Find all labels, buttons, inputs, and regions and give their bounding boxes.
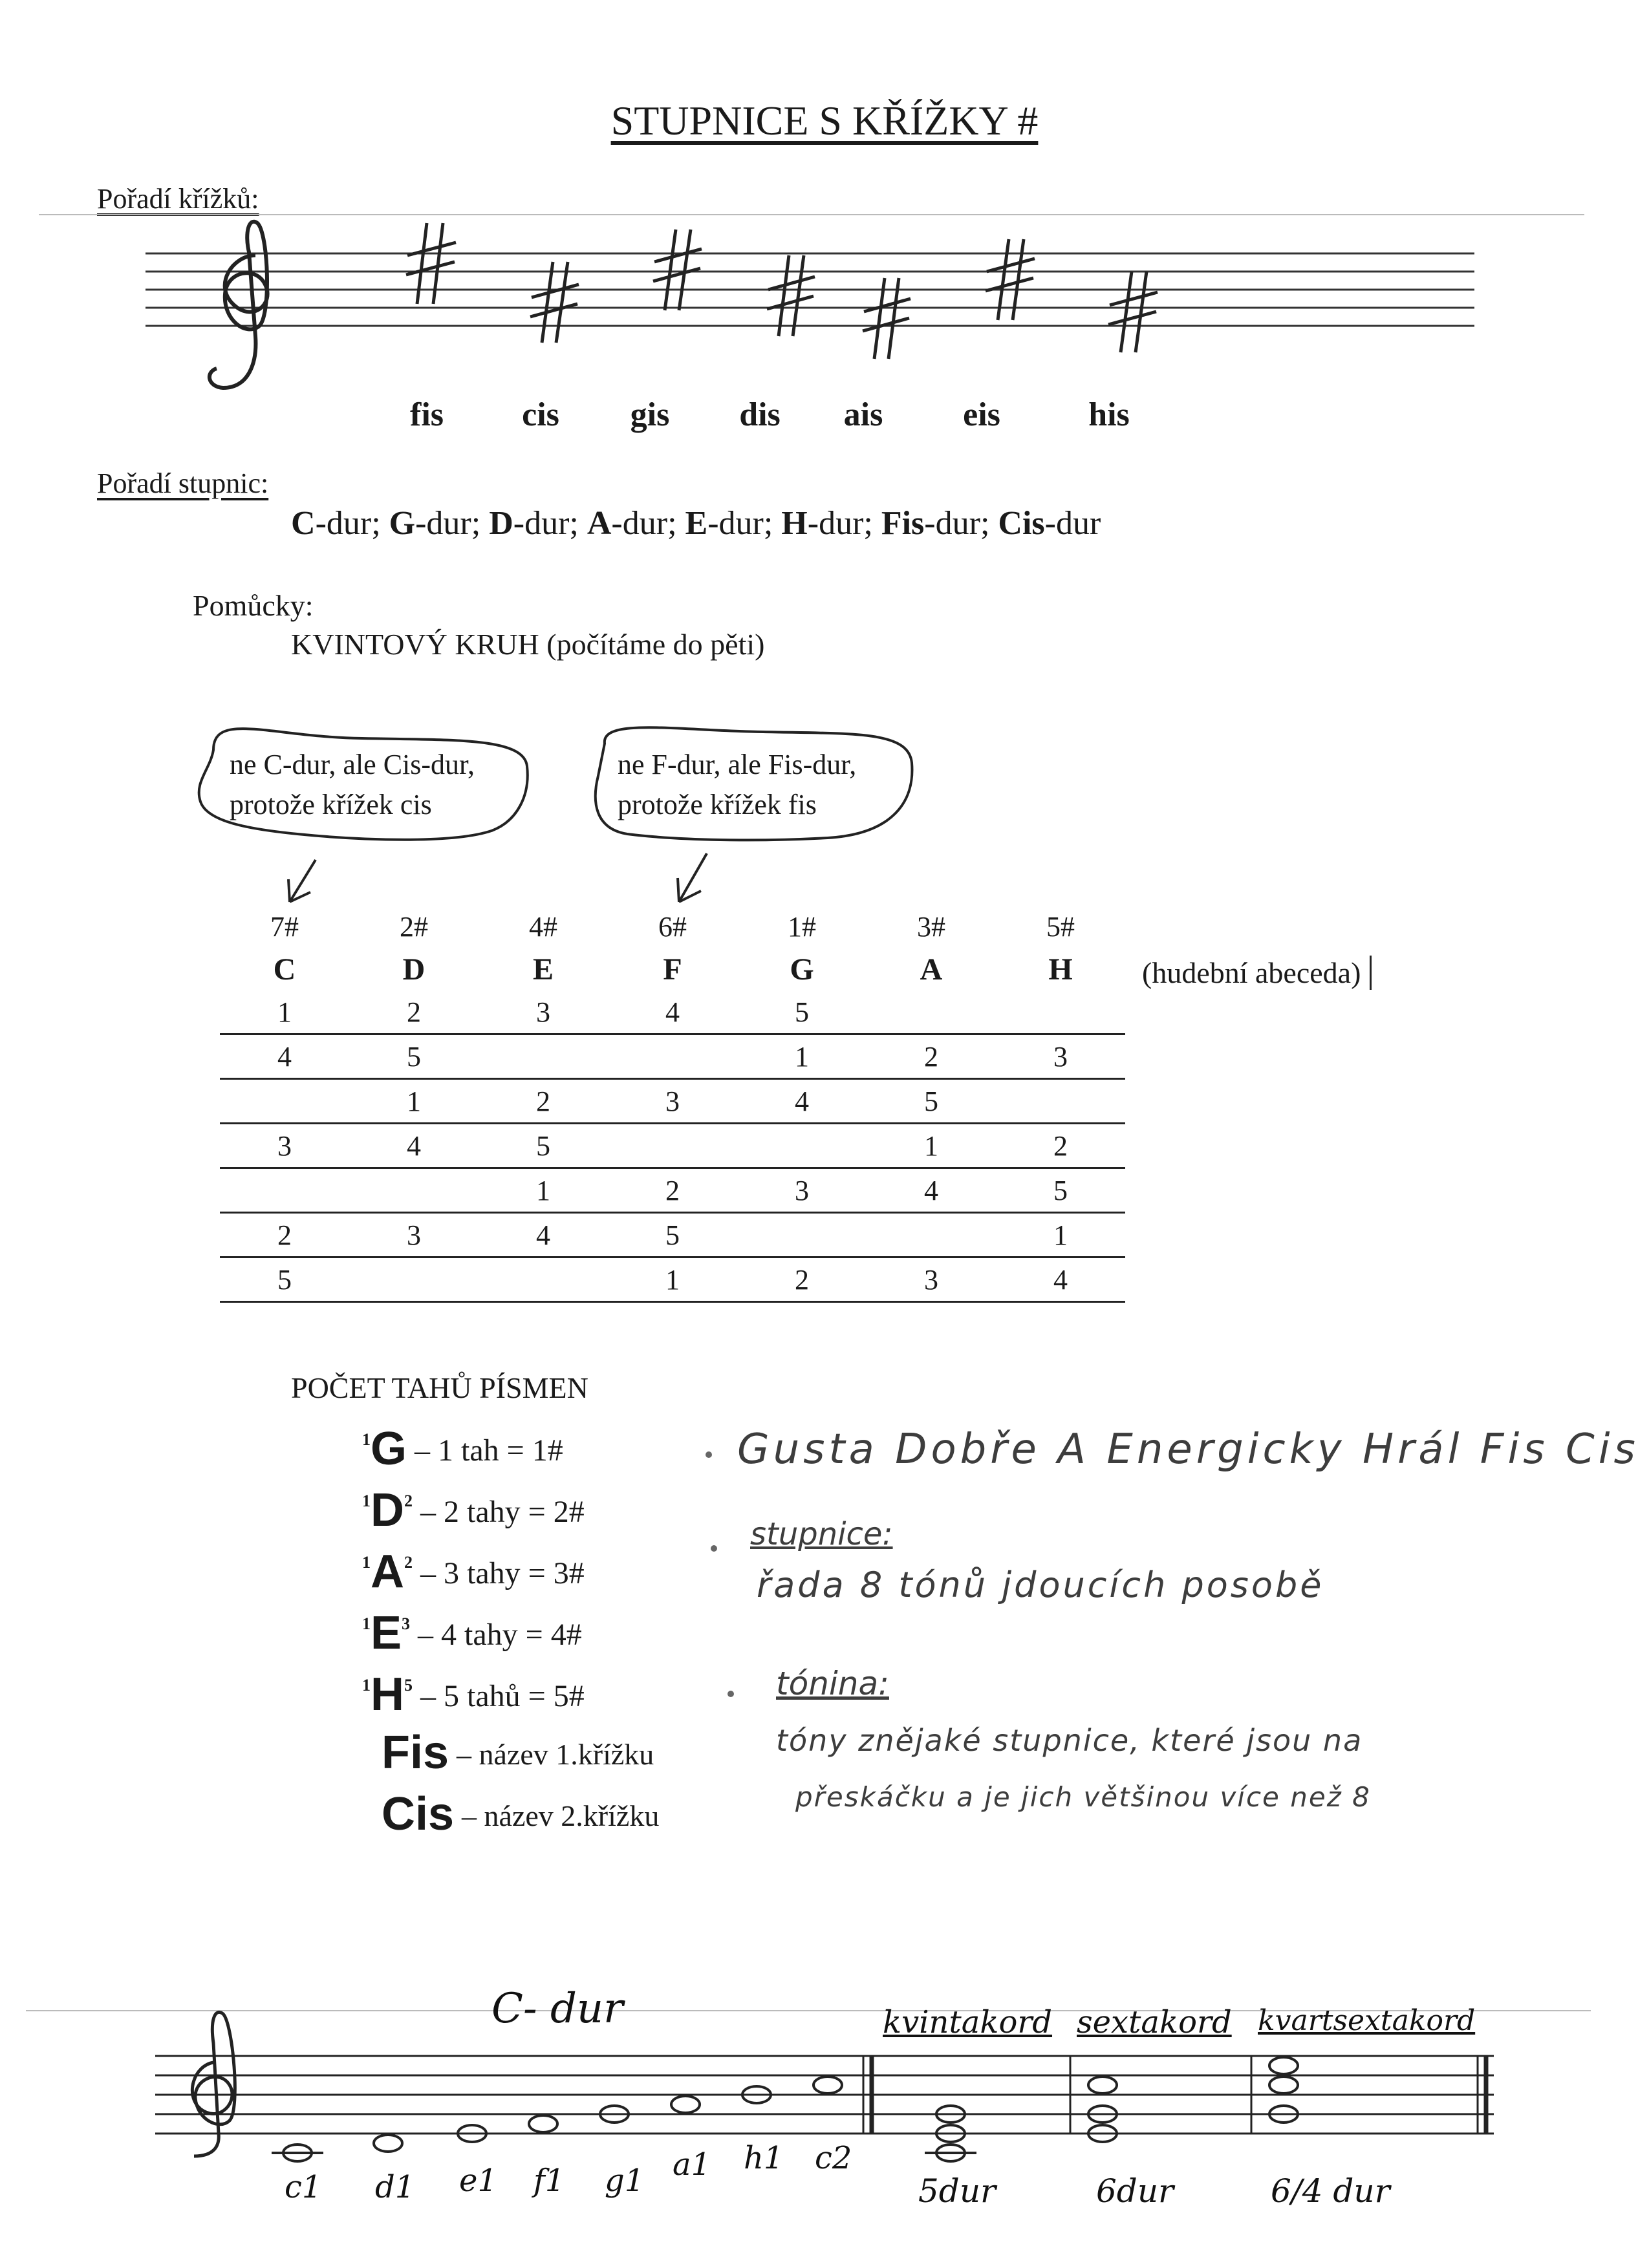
key-definition-line2: přeskáčku a je jich většinou více než 8 [795, 1781, 1371, 1813]
circle-of-fifths-note: KVINTOVÝ KRUH (počítáme do pěti) [291, 628, 765, 661]
table-row: 2 3 4 5 1 [220, 1213, 1125, 1257]
chord-name: 6dur [1096, 2172, 1174, 2210]
arrow-to-f-icon [678, 853, 707, 902]
stroke-row-e: $^1E^3 - 4$ tahy = 4# [362, 1607, 582, 1659]
table-row: 1 2 3 4 5 [220, 990, 1125, 1034]
stroke-row-d: $^1D^2 - 2$ tahy = 2# [362, 1484, 585, 1536]
arrow-to-c-icon [288, 860, 316, 902]
chord-label-kvintakord: kvintakord [883, 2004, 1053, 2040]
chord-name: 6/4 dur [1271, 2172, 1390, 2210]
scale-definition: řada 8 tónů jdoucích posobě [757, 1565, 1324, 1605]
key-term: tónina: [776, 1665, 889, 1702]
sharp-gis-icon [653, 230, 702, 310]
note-name: g1 [605, 2163, 645, 2199]
table-row: 1 2 3 4 5 [220, 1079, 1125, 1124]
chord-label-sextakord: sextakord [1077, 2004, 1232, 2040]
stroke-row-cis: Cis – název 2.křížku [382, 1788, 660, 1840]
handwritten-bullets [706, 1451, 734, 1697]
strokes-title: POČET TAHŮ PÍSMEN [291, 1371, 588, 1404]
scales-order-list [291, 504, 1101, 542]
alphabet-note: (hudební abeceda) [1142, 956, 1372, 990]
sharp-name-his: his [1088, 396, 1130, 433]
chord-sextakord [1088, 2077, 1117, 2142]
page-title-text: STUPNICE S KŘÍŽKY # [610, 98, 1039, 144]
note-name: c2 [815, 2140, 852, 2176]
note-name: c1 [285, 2169, 322, 2205]
bubble-right-text [618, 745, 856, 825]
table-row: 1 2 3 4 5 [220, 1168, 1125, 1213]
scales-order-label: Pořadí stupnic: [97, 467, 269, 499]
scale-item: H-dur; [781, 505, 881, 542]
stroke-row-h: $^1H^5 - 5$ tahů = 5# [362, 1669, 585, 1720]
sharp-his-icon [1108, 272, 1158, 352]
table-row: 3 4 5 1 2 [220, 1124, 1125, 1168]
scale-item: D-dur; [489, 505, 587, 542]
letter-row: C D E F G A H [273, 952, 1073, 987]
chord-name: 5dur [918, 2172, 996, 2210]
sharp-signs [406, 223, 1158, 359]
sharp-name-gis: gis [630, 396, 670, 433]
stroke-row-fis: Fis – název 1.křížku [382, 1727, 654, 1779]
sharp-fis-icon [406, 223, 456, 304]
scale-term: stupnice: [750, 1516, 893, 1552]
bubble-left-line1: ne C-dur, ale Cis-dur, [230, 749, 475, 780]
bubble-right-line2: protože křížek fis [618, 789, 817, 820]
treble-clef-icon [210, 222, 268, 388]
scale-item: C-dur; [291, 505, 389, 542]
note-name: e1 [459, 2163, 497, 2199]
scale-item: E-dur; [685, 505, 782, 542]
sharp-name-dis: dis [739, 396, 781, 433]
chord-label-kvartsextakord: kvartsextakord [1258, 2004, 1476, 2037]
stroke-row-a: $^1A^2 - 3$ tahy = 3# [362, 1546, 585, 1598]
note-name: d1 [375, 2169, 415, 2205]
bubble-left-text [230, 745, 475, 825]
key-definition-line1: tóny znějaké stupnice, které jsou na [776, 1723, 1363, 1758]
table-row: 5 1 2 3 4 [220, 1257, 1125, 1302]
bottom-treble-clef-icon [192, 2012, 235, 2156]
sharp-name-fis: fis [410, 396, 444, 433]
stroke-row-g: $^1$G – 1 tah = 1# [362, 1423, 563, 1475]
note-name: a1 [673, 2146, 711, 2183]
sharp-cis-icon [530, 262, 579, 343]
fifths-table [220, 905, 1125, 1303]
top-staff [146, 253, 1474, 326]
table-row: 4 5 1 2 3 [220, 1034, 1125, 1079]
c-dur-title: C- dur [491, 1985, 623, 2033]
sharp-name-ais: ais [843, 396, 883, 433]
aids-label: Pomůcky: [193, 589, 314, 622]
sharp-name-cis: cis [522, 396, 559, 433]
bubble-right-line1: ne F-dur, ale Fis-dur, [618, 749, 857, 780]
scale-item: A-dur; [587, 505, 685, 542]
scale-item: Cis-dur [998, 505, 1101, 542]
sharps-order-label: Pořadí křížků: [97, 183, 259, 215]
note-name: f1 [534, 2163, 565, 2199]
sharp-count-row: 7# 2# 4# 6# 1# 3# 5# [270, 910, 1075, 943]
note-name: h1 [744, 2140, 784, 2176]
mnemonic-note: Gusta Dobře A Energicky Hrál Fis Cis [737, 1426, 1639, 1473]
chord-kvartsextakord [1269, 2057, 1298, 2123]
bubble-left-line2: protože křížek cis [230, 789, 432, 820]
sharp-name-eis: eis [963, 396, 1000, 433]
sharp-dis-icon [767, 255, 815, 336]
scale-item: G-dur; [389, 505, 490, 542]
scale-item: Fis-dur; [881, 505, 998, 542]
